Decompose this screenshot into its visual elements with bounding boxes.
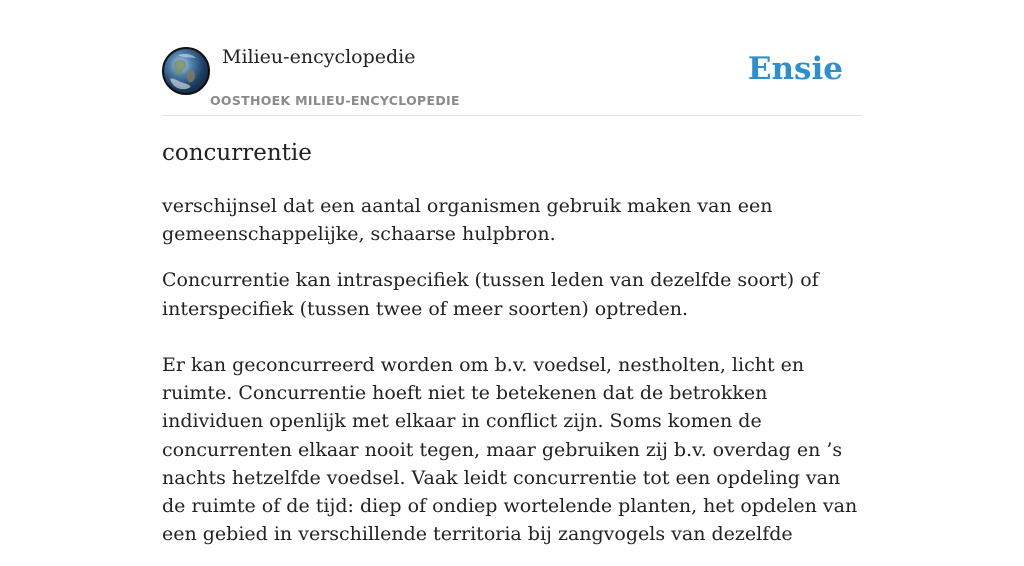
earth-globe-icon[interactable] [162,47,210,95]
site-header [162,46,862,116]
site-subtitle[interactable]: OOSTHOEK MILIEU-ENCYCLOPEDIE [210,93,460,108]
entry-definition: verschijnsel dat een aantal organismen gebruik maken van een gemeenschappelijke, schaarse hulpbron. [162,195,773,246]
brand-logo[interactable]: Ensie [747,51,843,87]
site-title[interactable]: Milieu-encyclopedie [222,46,416,68]
entry-content [162,192,862,566]
entry-headword: concurrentie [162,140,312,166]
entry-body: Concurrentie kan intraspecifiek (tussen leden van dezelfde soort) of interspecifiek (tussen twee of meer soorten) optreden. Er kan geconcurreerd worden om b.v. voedsel, nestholten, licht en ruimte. Concurrentie hoeft niet te betekenen dat de betrokken individuen openlijk met elkaar in conflict zijn. Soms komen de concurrenten elkaar nooit tegen, maar gebruiken zij b.v. overdag en ’s nachts hetzelfde voedsel. Vaak leidt concurrentie tot een opdeling van de ruimte of de tijd: diep of ondiep wortelende planten, het opdelen van een gebied in verschillende territoria bij zangvogels van dezelfde [162,269,858,546]
